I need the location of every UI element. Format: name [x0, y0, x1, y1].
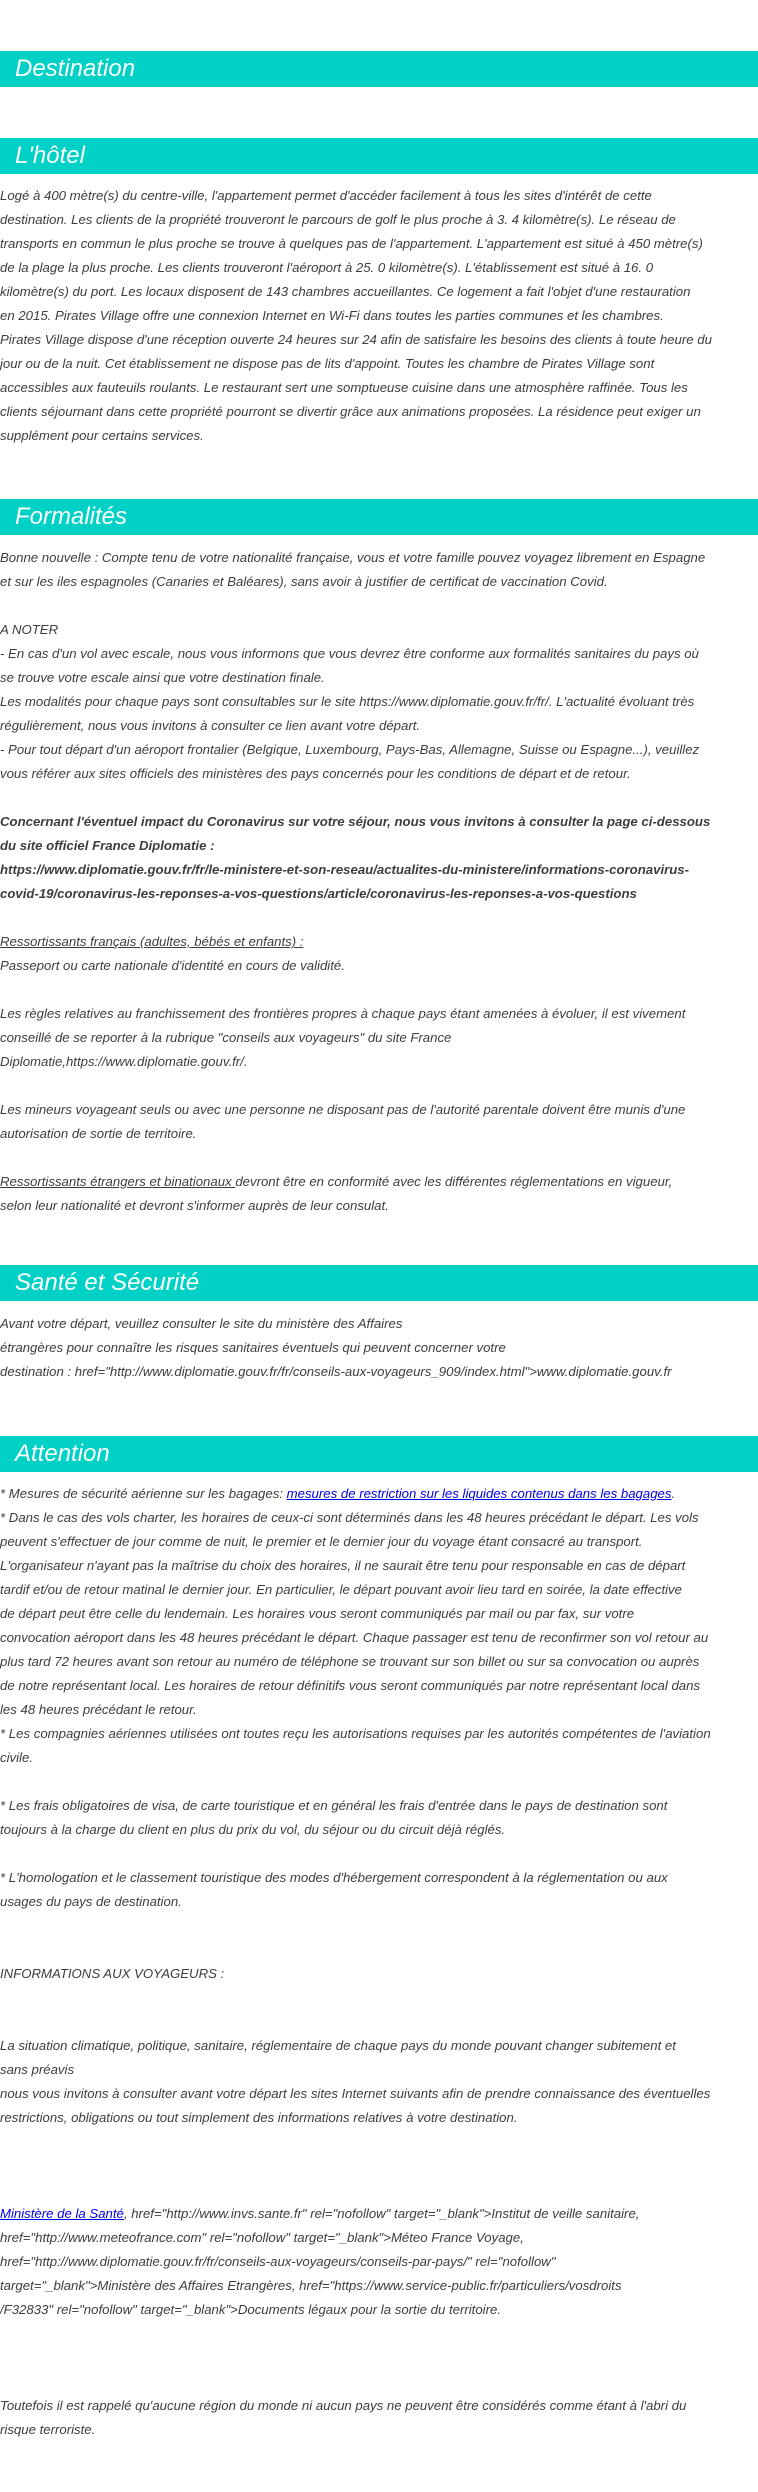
- hotel-header: [0, 138, 758, 174]
- formalites-p2-line: - En cas d'un vol avec escale, nous vous informons que vous devrez être conforme aux formalités sanitaires du pays où: [0, 646, 699, 661]
- sante-header: [0, 1265, 758, 1301]
- sites-links-line: href="http://www.meteofrance.com" rel="nofollow" target="_blank">Méteo France Voyage,: [0, 2230, 524, 2245]
- sante-content: [0, 1312, 758, 1384]
- charter-flights-line: de départ peut être celle du lendemain. Les horaires vous seront communiqués par mail ou par fax, sur votre: [0, 1606, 635, 1621]
- charter-flights-line: * Dans le cas des vols charter, les horaires de ceux-ci sont déterminés dans les 48 heures précédant le départ. Les vols: [0, 1510, 699, 1525]
- formalites-p5-line: Diplomatie,https://www.diplomatie.gouv.fr/.: [0, 1054, 248, 1069]
- attention-title: Attention: [15, 1440, 110, 1467]
- formalites-p1-line: Bonne nouvelle : Compte tenu de votre nationalité française, vous et votre famille pouvez voyagez librement en Espagne: [0, 550, 706, 565]
- sites-links-text: , href="http://www.invs.sante.fr" rel="nofollow" target="_blank">Institut de veille sanitaire,: [123, 2206, 640, 2221]
- formalites-p2-line: se trouve votre escale ainsi que votre destination finale.: [0, 670, 325, 685]
- charter-flights-line: tardif et/ou de retour matinal le dernier jour. En particulier, le départ pouvant avoir lieu tard en soirée, la date effective: [0, 1582, 682, 1597]
- formalites-p2-line: - Pour tout départ d'un aéroport frontalier (Belgique, Luxembourg, Pays-Bas, Allemagne, Suisse ou Espagne...), veuillez: [0, 742, 700, 757]
- formalites-p1-line: et sur les iles espagnoles (Canaries et Baléares), sans avoir à justifier de certificat de vaccination Covid.: [0, 574, 608, 589]
- situation-line: nous vous invitons à consulter avant votre départ les sites Internet suivants afin de prendre connaissance des éventuelles: [0, 2086, 711, 2101]
- hotel-description-line: Pirates Village dispose d'une réception ouverte 24 heures sur 24 afin de satisfaire les besoins des clients à toute heure du: [0, 332, 712, 347]
- formalites-p5-line: Les règles relatives au franchissement des frontières propres à chaque pays étant amenées à évoluer, il est vivement: [0, 1006, 686, 1021]
- formalites-header: [0, 499, 758, 535]
- situation-line: sans préavis: [0, 2062, 75, 2077]
- charter-flights-line: * Les compagnies aériennes utilisées ont toutes reçu les autorisations requises par les autorités compétentes de l'aviation: [0, 1726, 711, 1741]
- charter-flights-line: les 48 heures précédant le retour.: [0, 1702, 197, 1717]
- sante-title: Santé et Sécurité: [15, 1269, 200, 1296]
- terrorism-line: Toutefois il est rappelé qu'aucune région du monde ni aucun pays ne peuvent être considérés comme étant à l'abri du: [0, 2398, 687, 2413]
- bagages-line: [0, 1482, 758, 1506]
- ressortissants-etrangers-line2: selon leur nationalité et devront s'informer auprès de leur consulat.: [0, 1198, 389, 1213]
- coronavirus-url-line: covid-19/coronavirus-les-reponses-a-vos-questions/article/coronavirus-les-reponses-a-vos-questions: [0, 886, 637, 901]
- hotel-description-line: en 2015. Pirates Village offre une connexion Internet en Wi-Fi dans toutes les parties communes et les chambres.: [0, 308, 664, 323]
- formalites-title: Formalités: [15, 503, 128, 530]
- ressortissants-etrangers-text: devront être en conformité avec les différentes réglementations en vigueur,: [235, 1174, 673, 1189]
- hotel-description-line: destination. Les clients de la propriété trouveront le parcours de golf le plus proche à 3. 4 kilomètre(s). Le réseau de: [0, 212, 676, 227]
- ministere-sante-link[interactable]: Ministère de la Santé: [0, 2206, 124, 2221]
- ressortissants-etrangers-heading: Ressortissants étrangers et binationaux: [0, 1174, 236, 1189]
- sites-links-line: href="http://www.diplomatie.gouv.fr/fr/conseils-aux-voyageurs/conseils-par-pays/" rel="nofollow": [0, 2254, 556, 2269]
- situation-line: restrictions, obligations ou tout simplement des informations relatives à votre destination.: [0, 2110, 518, 2125]
- liquids-restriction-link[interactable]: mesures de restriction sur les liquides contenus dans les bagages: [286, 1486, 672, 1501]
- destination-header: [0, 51, 758, 87]
- homologation-line: usages du pays de destination.: [0, 1894, 182, 1909]
- bagages-suffix: .: [671, 1486, 676, 1501]
- formalites-p6-line: autorisation de sortie de territoire.: [0, 1126, 197, 1141]
- hotel-description: [0, 184, 758, 448]
- formalites-p5-line: conseillé de se reporter à la rubrique "conseils aux voyageurs" du site France: [0, 1030, 452, 1045]
- charter-flights-line: plus tard 72 heures avant son retour au numéro de téléphone se trouvant sur son billet ou sur sa convocation ou auprès: [0, 1654, 700, 1669]
- charter-flights-line: L'organisateur n'ayant pas la maîtrise du choix des horaires, il ne saurait être tenu pour responsable en cas de départ: [0, 1558, 686, 1573]
- a-noter-heading: A NOTER: [0, 622, 59, 637]
- ressortissants-francais-text: Passeport ou carte nationale d'identité en cours de validité.: [0, 958, 345, 973]
- hotel-description-line: supplément pour certains services.: [0, 428, 204, 443]
- bagages-prefix: * Mesures de sécurité aérienne sur les bagages:: [0, 1486, 287, 1501]
- hotel-description-line: jour ou de la nuit. Cet établissement ne dispose pas de lits d'appoint. Toutes les chambre de Pirates Village sont: [0, 356, 655, 371]
- sites-links-line: target="_blank">Ministère des Affaires Etrangères, href="https://www.service-public.fr/particuliers/vosdroits: [0, 2278, 622, 2293]
- formalites-p2-line: régulièrement, nous vous invitons à consulter ce lien avant votre départ.: [0, 718, 421, 733]
- formalites-content: [0, 546, 758, 1218]
- hotel-description-line: transports en commun le plus proche se trouve à quelques pas de l'appartement. L'appartement est situé à 450 mètre(s): [0, 236, 703, 251]
- attention-header: [0, 1436, 758, 1472]
- hotel-description-line: Logé à 400 mètre(s) du centre-ville, l'appartement permet d'accéder facilement à tous les sites d'intérêt de cette: [0, 188, 652, 203]
- coronavirus-notice-line: du site officiel France Diplomatie :: [0, 838, 215, 853]
- attention-content: [0, 1482, 758, 2442]
- visa-line: toujours à la charge du client en plus du prix du vol, du séjour ou du circuit déjà réglés.: [0, 1822, 506, 1837]
- visa-line: * Les frais obligatoires de visa, de carte touristique et en général les frais d'entrée dans le pays de destination sont: [0, 1798, 668, 1813]
- situation-line: La situation climatique, politique, sanitaire, réglementaire de chaque pays du monde pouvant changer subitement et: [0, 2038, 676, 2053]
- formalites-p2-line: Les modalités pour chaque pays sont consultables sur le site https://www.diplomatie.gouv.fr/fr/. L'actualité évoluant très: [0, 694, 695, 709]
- ressortissants-etrangers-line: [0, 1170, 758, 1194]
- sante-line: Avant votre départ, veuillez consulter le site du ministère des Affaires: [0, 1316, 403, 1331]
- ressortissants-francais-heading: Ressortissants français (adultes, bébés et enfants) :: [0, 934, 304, 949]
- formalites-p6-line: Les mineurs voyageant seuls ou avec une personne ne disposant pas de l'autorité parentale doivent être munis d'une: [0, 1102, 686, 1117]
- coronavirus-notice-line: Concernant l'éventuel impact du Coronavirus sur votre séjour, nous vous invitons à consulter la page ci-dessous: [0, 814, 711, 829]
- formalites-p2-line: vous référer aux sites officiels des ministères des pays concernés pour les conditions de départ et de retour.: [0, 766, 631, 781]
- hotel-description-line: accessibles aux fauteuils roulants. Le restaurant sert une somptueuse cuisine dans une atmosphère raffinée. Tous les: [0, 380, 688, 395]
- sante-line: destination : href="http://www.diplomatie.gouv.fr/fr/conseils-aux-voyageurs_909/index.html">www.diplomatie.gouv.fr: [0, 1364, 672, 1379]
- hotel-title: L'hôtel: [15, 142, 85, 169]
- hotel-description-line: clients séjournant dans cette propriété pourront se divertir grâce aux animations proposées. La résidence peut exiger un: [0, 404, 701, 419]
- sites-links-line: /F32833" rel="nofollow" target="_blank">Documents légaux pour la sortie du territoire.: [0, 2302, 501, 2317]
- charter-flights-line: de notre représentant local. Les horaires de retour définitifs vous seront communiqués par notre représentant local dans: [0, 1678, 701, 1693]
- sites-links-line: [0, 2202, 758, 2226]
- informations-voyageurs-heading: INFORMATIONS AUX VOYAGEURS :: [0, 1966, 225, 1981]
- terrorism-line: risque terroriste.: [0, 2422, 96, 2437]
- hotel-description-line: de la plage la plus proche. Les clients trouveront l'aéroport à 25. 0 kilomètre(s). L'établissement est situé à 16. 0: [0, 260, 654, 275]
- homologation-line: * L'homologation et le classement touristique des modes d'hébergement correspondent à la réglementation ou aux: [0, 1870, 668, 1885]
- charter-flights-line: peuvent s'effectuer de jour comme de nuit, le premier et le dernier jour du voyage étant consacré au transport.: [0, 1534, 643, 1549]
- charter-flights-line: civile.: [0, 1750, 33, 1765]
- charter-flights-line: convocation aéroport dans les 48 heures précédant le départ. Chaque passager est tenu de reconfirmer son vol retour au: [0, 1630, 709, 1645]
- sante-line: étrangères pour connaître les risques sanitaires éventuels qui peuvent concerner votre: [0, 1340, 506, 1355]
- coronavirus-url-line: https://www.diplomatie.gouv.fr/fr/le-ministere-et-son-reseau/actualites-du-ministere/informations-coronavirus-: [0, 862, 690, 877]
- destination-title: Destination: [15, 55, 136, 82]
- hotel-description-line: kilomètre(s) du port. Les locaux disposent de 143 chambres accueillantes. Ce logement a fait l'objet d'une restauration: [0, 284, 691, 299]
